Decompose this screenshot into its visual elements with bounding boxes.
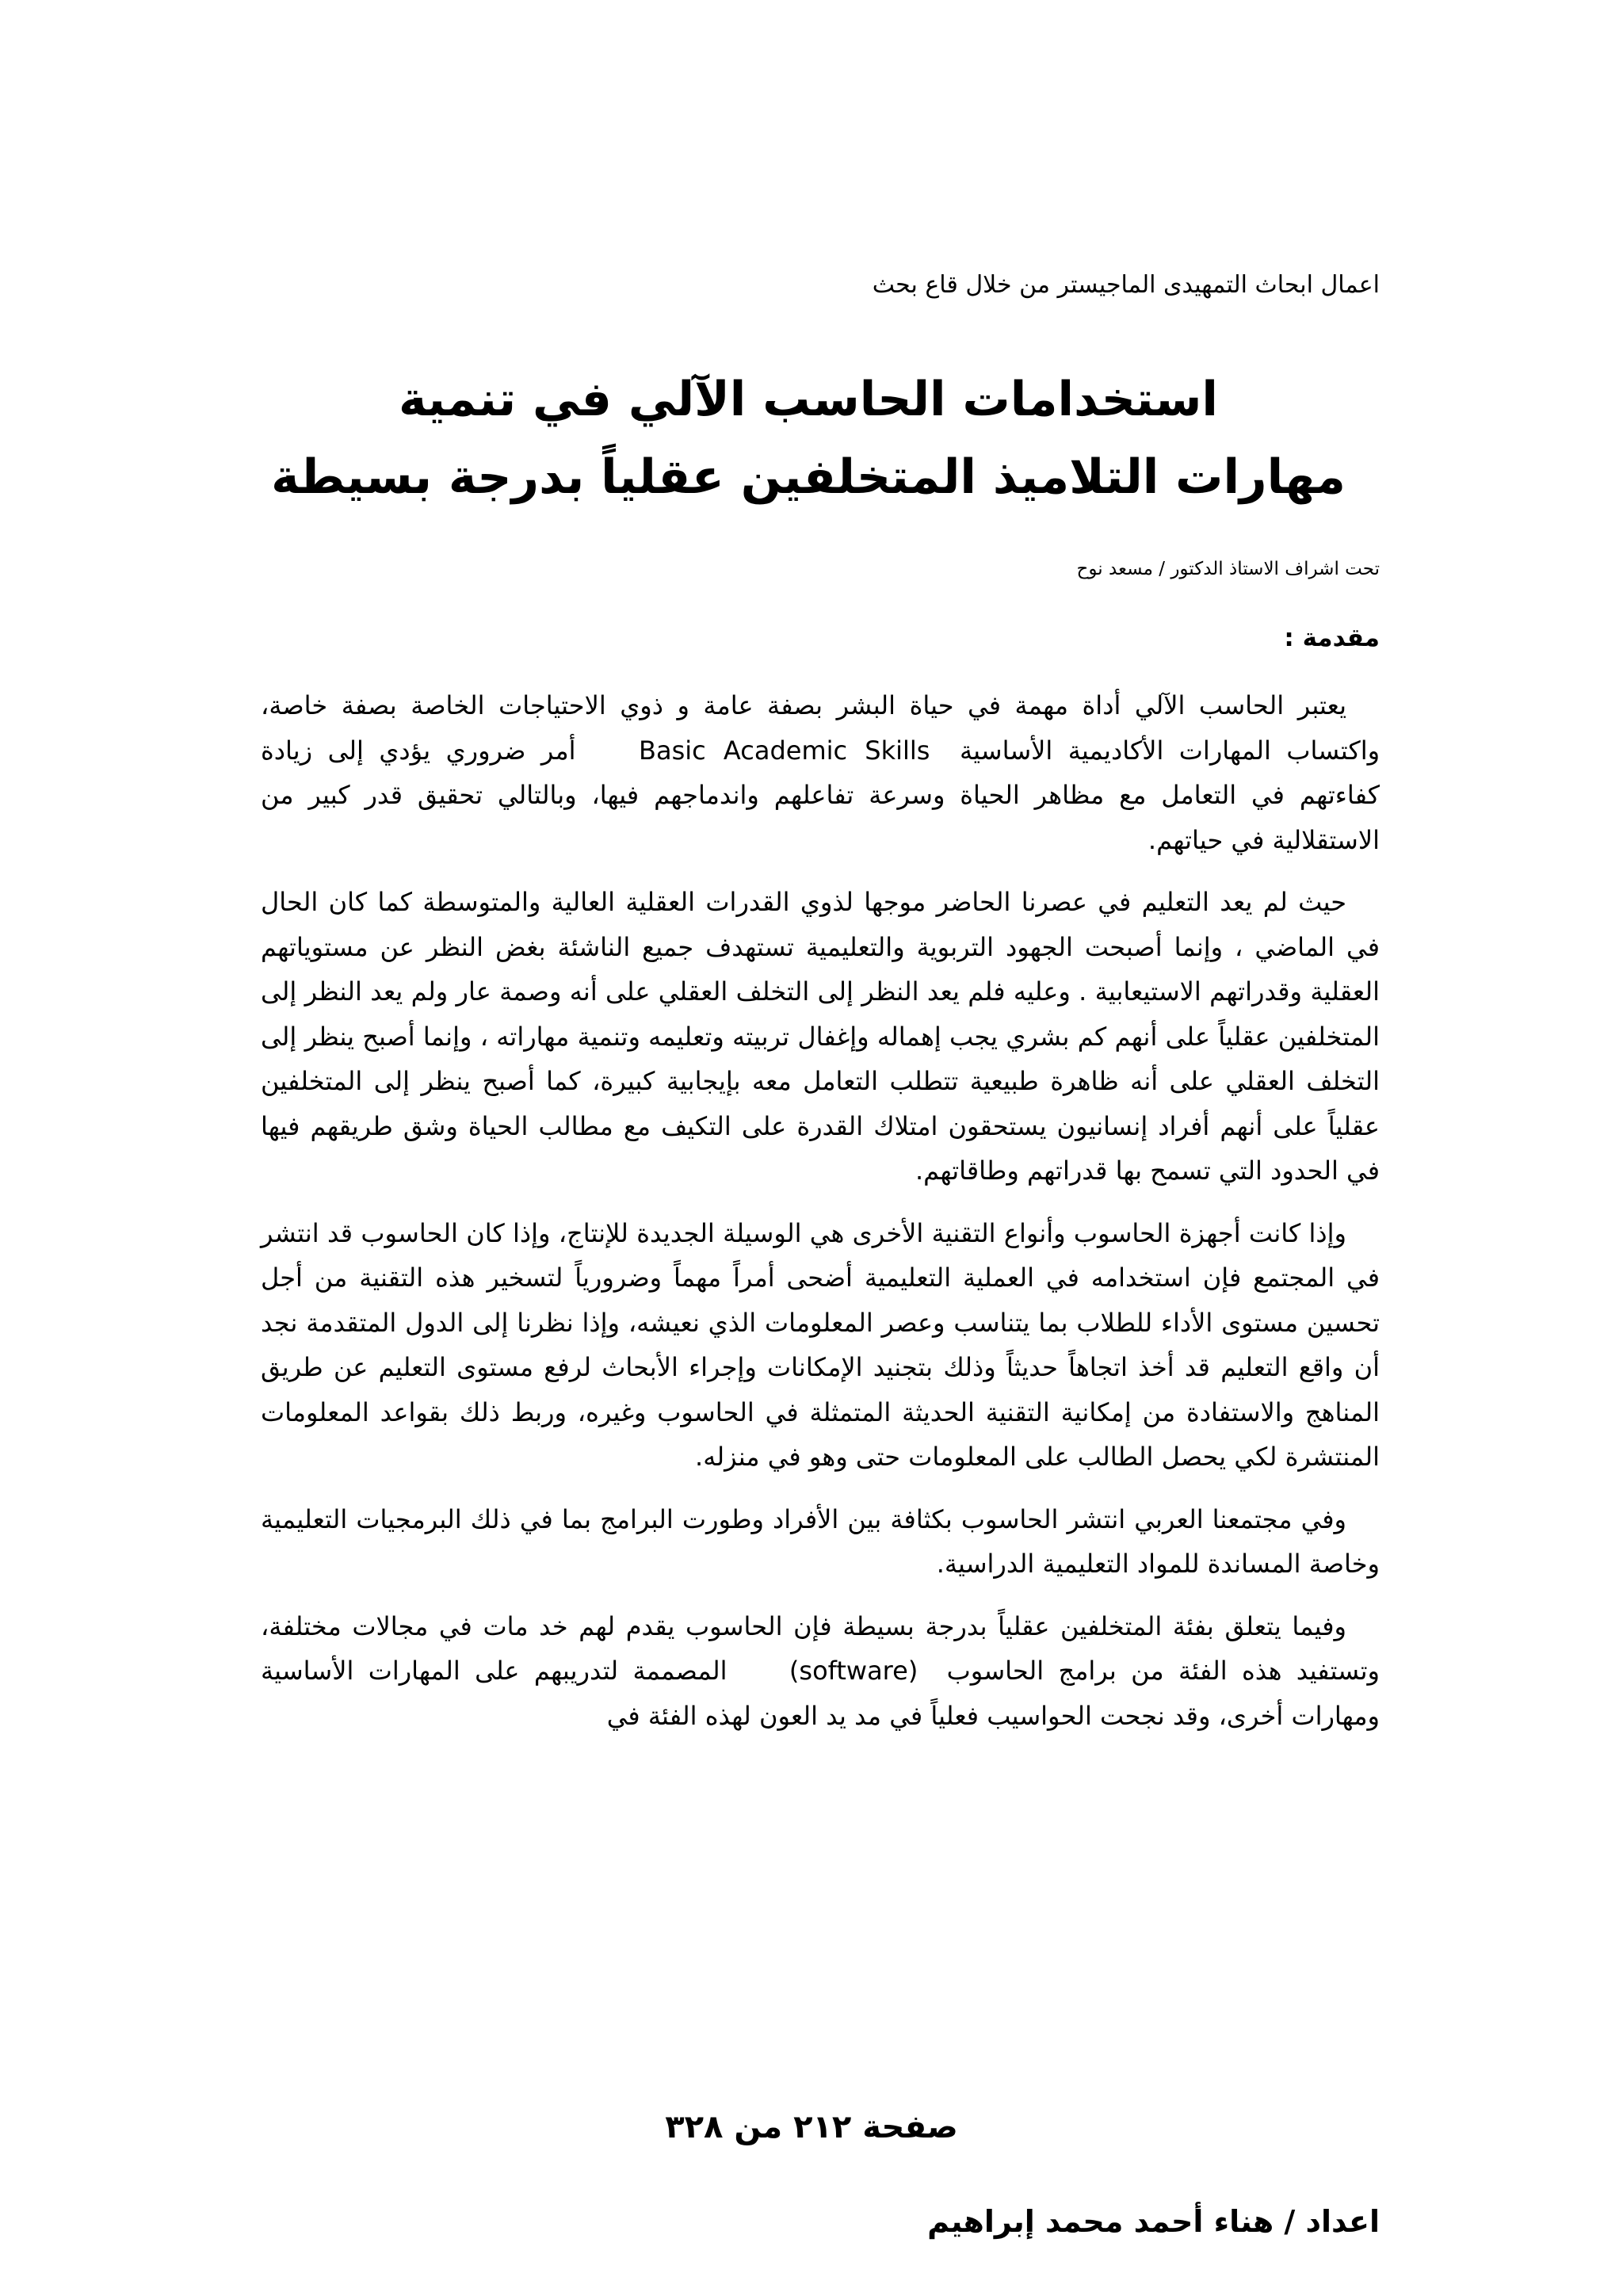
author-line: اعداد / هناء أحمد محمد إبراهيم: [927, 2204, 1380, 2239]
paragraph-5: [261, 1604, 1380, 1739]
paragraph-1-part-1: يعتبر الحاسب الآلي أداة مهمة في حياة البشر بصفة عامة و ذوي الاحتياجات الخاصة بصفة خاصة، واكتساب المهارات الأكاديمية الأساسية: [261, 690, 1381, 766]
paragraph-1-part-2: أمر ضروري يؤدي إلى زيادة كفاءتهم في التعامل مع مظاهر الحياة وسرعة تفاعلهم واندماجهم فيها، وبالتالي تحقيق قدر كبير من الاستقلالية في حياتهم.: [261, 735, 1380, 855]
title-line-2: مهارات التلاميذ المتخلفين عقلياً بدرجة بسيطة: [271, 449, 1346, 505]
basic-academic-skills-term: Basic Academic Skills: [639, 735, 930, 766]
paragraph-2: حيث لم يعد التعليم في عصرنا الحاضر موجها لذوي القدرات العقلية العالية والمتوسطة كما كان الحال في الماضي ، وإنما أصبحت الجهود التربوية والتعليمية تستهدف جميع الناشئة بغض النظر عن مستوياتهم العقلية وقدراتهم الاستيعابية . وعليه فلم يعد النظر إلى التخلف العقلي على أنه وصمة عار ولم يعد النظر إلى المتخلفين عقلياً على أنهم كم بشري يجب إهماله وإغفال تربيته وتعليمه وتنمية مهاراته ، وإنما أصبح ينظر إلى التخلف العقلي على أنه ظاهرة طبيعية تتطلب التعامل معه بإيجابية كبيرة، كما أصبح ينظر إلى المتخلفين عقلياً على أنهم أفراد إنسانيون يستحقون امتلاك القدرة على التكيف مع مطالب الحياة وشق طريقهم فيها في الحدود التي تسمح بها قدراتهم وطاقاتهم.: [261, 887, 1380, 1186]
software-term: (software): [789, 1656, 918, 1686]
body-text: [261, 683, 1380, 1755]
paragraph-5-part-2: المصممة لتدريبهم على المهارات الأساسية ومهارات أخرى، وقد نجحت الحواسيب فعلياً في مد يد العون لهذه الفئة في: [261, 1656, 1380, 1731]
paragraph-1: [261, 683, 1380, 862]
document-title: [206, 361, 1411, 516]
paragraph-5-part-1: وفيما يتعلق بفئة المتخلفين عقلياً بدرجة بسيطة فإن الحاسوب يقدم لهم خد مات في مجالات مختلفة، وتستفيد هذه الفئة من برامج الحاسوب: [261, 1610, 1380, 1686]
paragraph-3: وإذا كانت أجهزة الحاسوب وأنواع التقنية الأخرى هي الوسيلة الجديدة للإنتاج، وإذا كان الحاسوب قد انتشر في المجتمع فإن استخدامه في العملية التعليمية أضحى أمراً مهماً وضرورياً لتسخير هذه التقنية من أجل تحسين مستوى الأداء للطلاب بما يتناسب وعصر المعلومات الذي نعيشه، وإذا نظرنا إلى الدول المتقدمة نجد أن واقع التعليم قد أخذ اتجاهاً حديثاً وذلك بتجنيد الإمكانات وإجراء الأبحاث لرفع مستوى التعليم عن طريق المناهج والاستفادة من إمكانية التقنية الحديثة المتمثلة في الحاسوب وغيره، وربط ذلك بقواعد المعلومات المنتشرة لكي يحصل الطالب على المعلومات حتى وهو في منزله.: [261, 1217, 1380, 1472]
introduction-heading: مقدمة :: [1284, 624, 1380, 652]
paragraph-4: وفي مجتمعنا العربي انتشر الحاسوب بكثافة بين الأفراد وطورت البرامج بما في ذلك البرمجيات التعليمية وخاصة المساندة للمواد التعليمية الدراسية.: [261, 1503, 1380, 1579]
research-context-line: اعمال ابحاث التمهيدى الماجيستر من خلال قاع بحث: [872, 271, 1380, 299]
page-number: صفحة ٢١٢ من ٣٢٨: [665, 2109, 958, 2145]
supervisor-line: تحت اشراف الاستاذ الدكتور / مسعد نوح: [1076, 559, 1380, 579]
title-line-1: استخدامات الحاسب الآلي في تنمية: [398, 372, 1219, 427]
